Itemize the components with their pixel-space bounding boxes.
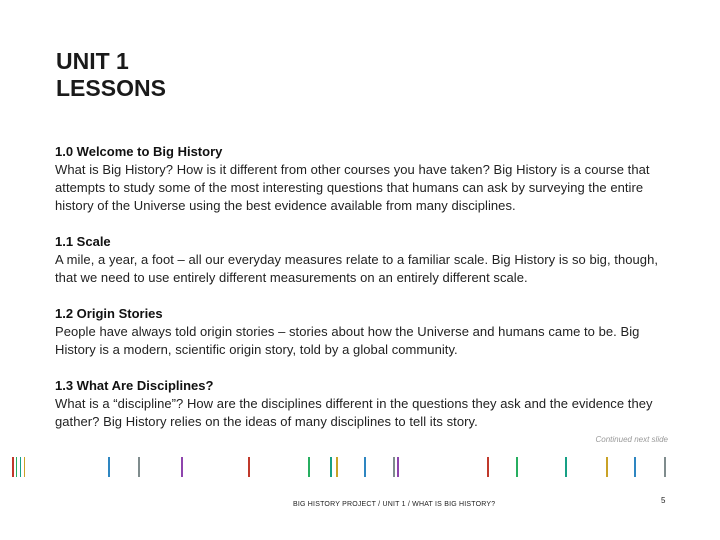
barcode-bar (308, 457, 310, 477)
lesson-heading: 1.3 What Are Disciplines? (55, 378, 214, 393)
barcode-bar (487, 457, 489, 477)
lesson-item-1-2 (55, 305, 670, 359)
barcode-bar (516, 457, 518, 477)
lesson-description: What is a “discipline”? How are the disciplines different in the questions they ask and the evidence they gather? Big History relies on the ideas of many disciplines to tell its story. (55, 396, 653, 429)
barcode-bar (248, 457, 250, 477)
barcode-bar (16, 457, 17, 477)
barcode-bar (397, 457, 399, 477)
lesson-list (55, 143, 670, 449)
barcode-bar (181, 457, 183, 477)
barcode-bar (664, 457, 666, 477)
barcode-bar (108, 457, 110, 477)
lesson-item-1-3 (55, 377, 670, 431)
lesson-description: People have always told origin stories – stories about how the Universe and humans came to be. Big History is a modern, scientific origin story, told by a global community. (55, 324, 640, 357)
lesson-heading: 1.1 Scale (55, 234, 111, 249)
barcode-bar (634, 457, 636, 477)
barcode-bar (20, 457, 21, 477)
lesson-description: What is Big History? How is it different from other courses you have taken? Big History is a course that attempts to study some of the most interesting questions that humans can ask by surveying the entire history of the Universe using the best evidence available from many disciplines. (55, 162, 650, 213)
barcode-bar (606, 457, 608, 477)
barcode-bar (393, 457, 395, 477)
barcode-bar (138, 457, 140, 477)
lesson-heading: 1.2 Origin Stories (55, 306, 163, 321)
barcode-bar (336, 457, 338, 477)
barcode-bar (12, 457, 14, 477)
lesson-description: A mile, a year, a foot – all our everyday measures relate to a familiar scale. Big History is so big, though, that we need to use entirely different measurements on an entirely different scale. (55, 252, 659, 285)
decorative-barcode-strip (0, 455, 720, 477)
lesson-heading: 1.0 Welcome to Big History (55, 144, 223, 159)
barcode-bar (24, 457, 25, 477)
barcode-bar (330, 457, 332, 477)
footer-label: BIG HISTORY PROJECT / UNIT 1 / WHAT IS BIG HISTORY? (293, 501, 496, 508)
lesson-item-1-1 (55, 233, 670, 287)
page-number: 5 (661, 496, 666, 505)
lesson-item-1-0 (55, 143, 670, 215)
barcode-bar (565, 457, 567, 477)
page-title (56, 48, 166, 102)
continued-note: Continued next slide (595, 435, 668, 444)
title-line-2: LESSONS (56, 75, 166, 101)
title-line-1: UNIT 1 (56, 48, 129, 74)
barcode-bar (364, 457, 366, 477)
